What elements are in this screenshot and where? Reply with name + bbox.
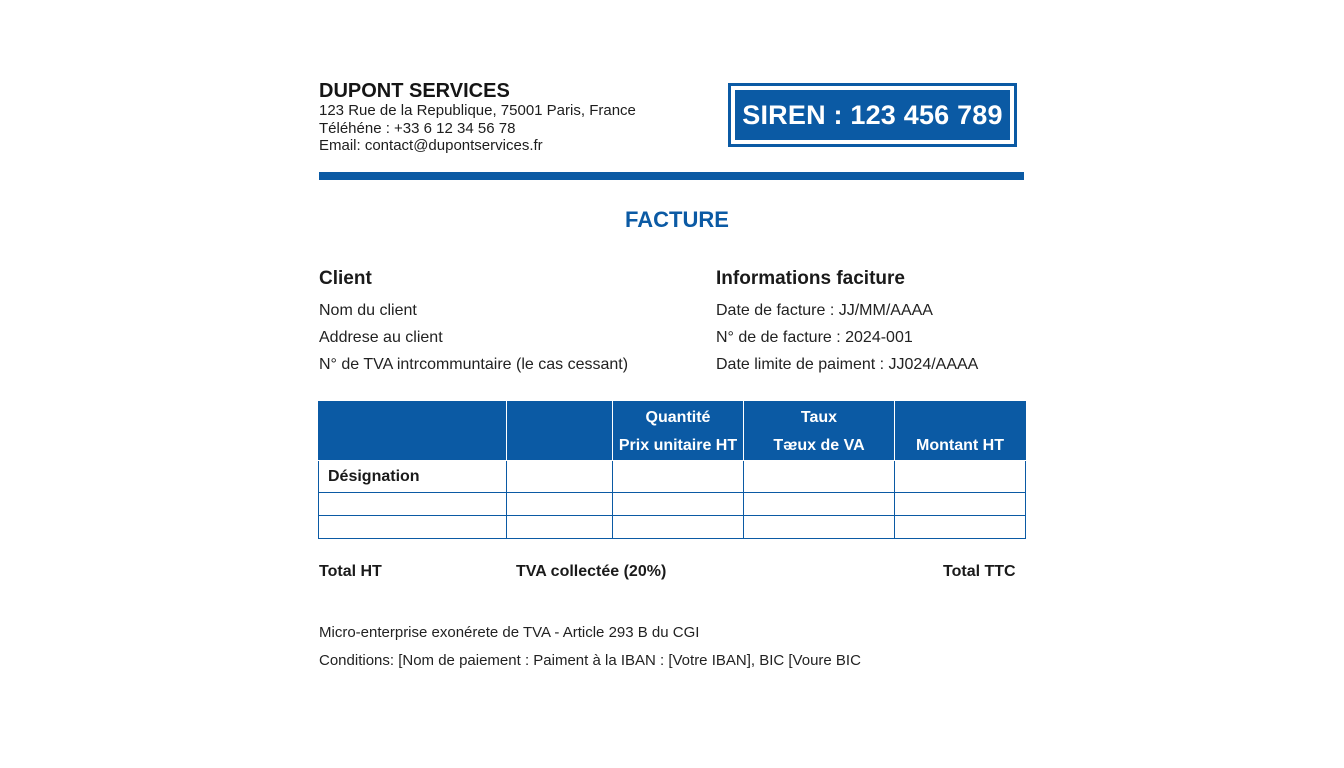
total-ht-label: Total HT	[319, 563, 382, 580]
table-cell	[613, 461, 744, 493]
table-cell	[895, 493, 1026, 516]
total-ttc-label: Total TTC	[943, 563, 1016, 580]
table-cell	[507, 516, 613, 539]
table-row	[319, 493, 1026, 516]
client-vat-line: N° de TVA intrcommuntaire (le cas cessant)	[319, 356, 629, 373]
company-name: DUPONT SERVICES	[319, 80, 510, 102]
table-cell	[613, 493, 744, 516]
table-cell	[744, 493, 895, 516]
table-header-row	[319, 402, 1026, 461]
header-amount-ht: Montant HT	[895, 402, 1026, 461]
client-address-line: Addrese au client	[319, 329, 443, 346]
table-cell	[507, 461, 613, 493]
client-heading: Client	[319, 268, 372, 289]
client-name-line: Nom du client	[319, 302, 417, 319]
table-cell	[744, 461, 895, 493]
table-cell	[507, 493, 613, 516]
company-email: Email: contact@dupontservices.fr	[319, 137, 543, 154]
invoice-due-date-line: Date limite de paiment : JJ024/AAAA	[716, 356, 979, 373]
table-cell	[744, 516, 895, 539]
header-cell	[319, 402, 507, 461]
table-row	[319, 516, 1026, 539]
siren-number: SIREN : 123 456 789	[735, 90, 1010, 140]
table-cell	[319, 516, 507, 539]
line-items-table	[318, 401, 1026, 539]
table-cell	[895, 461, 1026, 493]
company-address: 123 Rue de la Republique, 75001 Paris, France	[319, 102, 636, 119]
header-quantity-price: Quantité Prix unitaire HT	[613, 402, 744, 461]
table-row	[319, 461, 1026, 493]
table-cell	[895, 516, 1026, 539]
invoice-number-line: N° de de facture : 2024-001	[716, 329, 913, 346]
company-block	[319, 80, 636, 155]
invoice-date-line: Date de facture : JJ/MM/AAAA	[716, 302, 933, 319]
payment-conditions: Conditions: [Nom de paiement : Paiment à la IBAN : [Votre IBAN], BIC [Voure BIC	[319, 652, 861, 669]
table-cell	[613, 516, 744, 539]
header-cell	[507, 402, 613, 461]
designation-cell: Désignation	[319, 461, 507, 493]
header-vat-rate: Taux Tᴂux de VA	[744, 402, 895, 461]
table-cell	[319, 493, 507, 516]
vat-exemption-mention: Micro-enterprise exonérete de TVA - Article 293 B du CGI	[319, 624, 700, 641]
document-title: FACTURE	[625, 207, 729, 232]
header-divider	[319, 172, 1024, 180]
company-phone: Téléhéne : +33 6 12 34 56 78	[319, 119, 516, 137]
invoice-info-heading: Informations faciture	[716, 268, 905, 289]
total-vat-label: TVA collectée (20%)	[516, 563, 667, 580]
siren-badge	[728, 83, 1017, 147]
